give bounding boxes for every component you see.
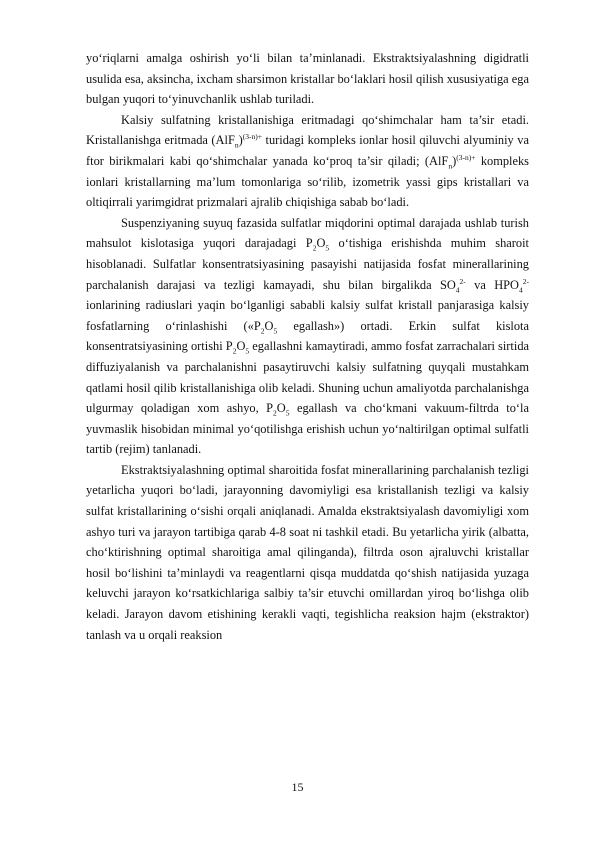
superscript: (3-n)+ bbox=[456, 152, 476, 162]
paragraph-3-text: O bbox=[316, 236, 326, 251]
subscript: 2 bbox=[312, 243, 317, 253]
body-text bbox=[86, 48, 529, 645]
superscript: 2- bbox=[459, 276, 466, 286]
paragraph-extraction-duration bbox=[86, 460, 529, 645]
page-number: 15 bbox=[291, 780, 304, 794]
subscript: n bbox=[448, 161, 453, 171]
paragraph-3-text: ionlarining radiuslari yaqin bo‘lganligi sababli kalsiy sulfat kristall panjarasiga kalsiy fosfatlarning o‘rinlashishi («P bbox=[86, 298, 529, 333]
paragraph-2-text: kompleks ionlari kristallarning ma’lum tomonlariga so‘rilib, izometrik yassi gips kristallari va oltiqirrali yarimgidrat prizmalari ajralib chiqishiga sabab bo‘ladi. bbox=[86, 153, 529, 210]
paragraph-4-text: Ekstraktsiyalashning optimal sharoitida fosfat minerallarining parchalanish tezligi yetarlicha yuqori bo‘ladi, jarayonning davomiyligi esa kristallanish tezligi va kalsiy sulfat kristallarining o‘sishi orqali aniqlanadi. Amalda ekstraktsiyalash davomiyligi xom ashyo turi va jarayon tartibiga qarab 4-8 soat ni tashkil etadi. Bu yetarlicha yirik (albatta, cho‘ktirishning optimal sharoitiga amal qilinganda), filtrda oson ajraluvchi kristallar hosil bo‘lishini ta’minlaydi va reagentlarni qisqa muddatda qo‘shish natijasida yuzaga keluvchi jarayon ko‘rsatkichlariga salbiy ta’sir etuvchi omillardan yiroq bo‘lishga olib keladi. Jarayon davom etishining kerakli vaqti, tegishlicha reaksion hajm (ekstraktor) tanlash va u orqali reaksion bbox=[86, 462, 529, 642]
paragraph-3-text: O bbox=[236, 339, 246, 354]
paragraph-continuation bbox=[86, 48, 529, 110]
paragraph-3-text: egallash va cho‘kmani vakuum-filtrda to‘la yuvmaslik hisobidan minimal yo‘qotilishga erishish uchun yo‘naltirilgan optimal sulfatli tartib (rejim) tanlanadi. bbox=[86, 401, 530, 457]
paragraph-3-text: Suspenziyaning suyuq fazasida sulfatlar miqdorini optimal darajada ushlab turish mahsulot kislotasiga yuqori darajadagi P bbox=[86, 215, 529, 251]
paragraph-1-text: yo‘riqlarni amalga oshirish yo‘li bilan ta’minlanadi. Ekstraktsiyalashning digidratli usulida esa, aksincha, ixcham sharsimon kristallar bo‘laklari hosil qilish xususiyatiga ega bulgan yuqori to‘yinuvchanlik ushlab turiladi. bbox=[86, 51, 529, 107]
paragraph-3-text: egallashni kamaytiradi, ammo fosfat zarrachalari sirtida diffuziyalanish va parchalanishni pasaytiruvchi kalsiy sulfatning quyqali mustahkam qatlami hosil qilib kristallanishiga olib keladi. Shuning uchun amaliyotda parchalanishga ulgurmay qoladigan xom ashyo, P bbox=[86, 339, 530, 416]
paragraph-crystallization-impurities: Kalsiy sulfatning kristallanishiga eritmadagi qo‘shimchalar ham ta’sir etadi. Kristallanishga eritmada $(AlF_n)^{(3-n)+}$ turidagi kompleks ionlar hosil qiluvchi alyuminiy va ftor birikmalari kabi qo‘shimchalar yanada ko‘proq ta’sir qiladi; $(AlF_n)^{(3-n)+}$ kompleks ionlari kristallarning ma’lum tomonlariga so‘rilib, izometrik yassi gips kristallari va oltiqirrali yarimgidrat prizmalari ajralib chiqishiga sabab bo‘ladi. bbox=[86, 112, 529, 210]
paragraph-3-text: O bbox=[276, 401, 286, 416]
subscript: 5 bbox=[273, 326, 278, 336]
paragraph-3-text: va HPO bbox=[465, 277, 519, 292]
paragraph-2-text: Kalsiy sulfatning kristallanishiga eritmadagi qo‘shimchalar ham ta’sir etadi. Kristallanishga eritmada (AlF bbox=[86, 112, 529, 148]
subscript: 5 bbox=[285, 408, 290, 418]
paragraph-3-text: egallash») ortadi. Erkin sulfat kislota konsentratsiyasining ortishi P bbox=[86, 318, 529, 354]
subscript: 4 bbox=[455, 285, 460, 294]
paragraph-3-text: O bbox=[264, 318, 274, 333]
subscript: 2 bbox=[260, 326, 265, 336]
superscript: 2- bbox=[522, 276, 529, 286]
subscript: n bbox=[234, 140, 239, 150]
superscript: (3-n)+ bbox=[242, 132, 262, 142]
paragraph-2-text: turidagi kompleks ionlar hosil qiluvchi alyuminiy va ftor birikmalari kabi qo‘shimchalar yanada ko‘proq ta’sir qiladi; (AlF bbox=[86, 133, 529, 168]
subscript: 2 bbox=[273, 408, 277, 418]
paragraph-sulfate-regime bbox=[86, 213, 529, 460]
paragraph-3-text: o‘tishiga erishishda muhim sharoit hisoblanadi. Sulfatlar konsentratsiyasining pasayishi natijasida fosfat minerallarining parchalanish darajasi va tezligi kamayadi, shu bilan birgalikda SO bbox=[86, 236, 529, 292]
subscript: 5 bbox=[245, 346, 250, 356]
subscript: 2 bbox=[232, 346, 237, 356]
subscript: 5 bbox=[325, 243, 330, 253]
subscript: 4 bbox=[518, 285, 523, 294]
